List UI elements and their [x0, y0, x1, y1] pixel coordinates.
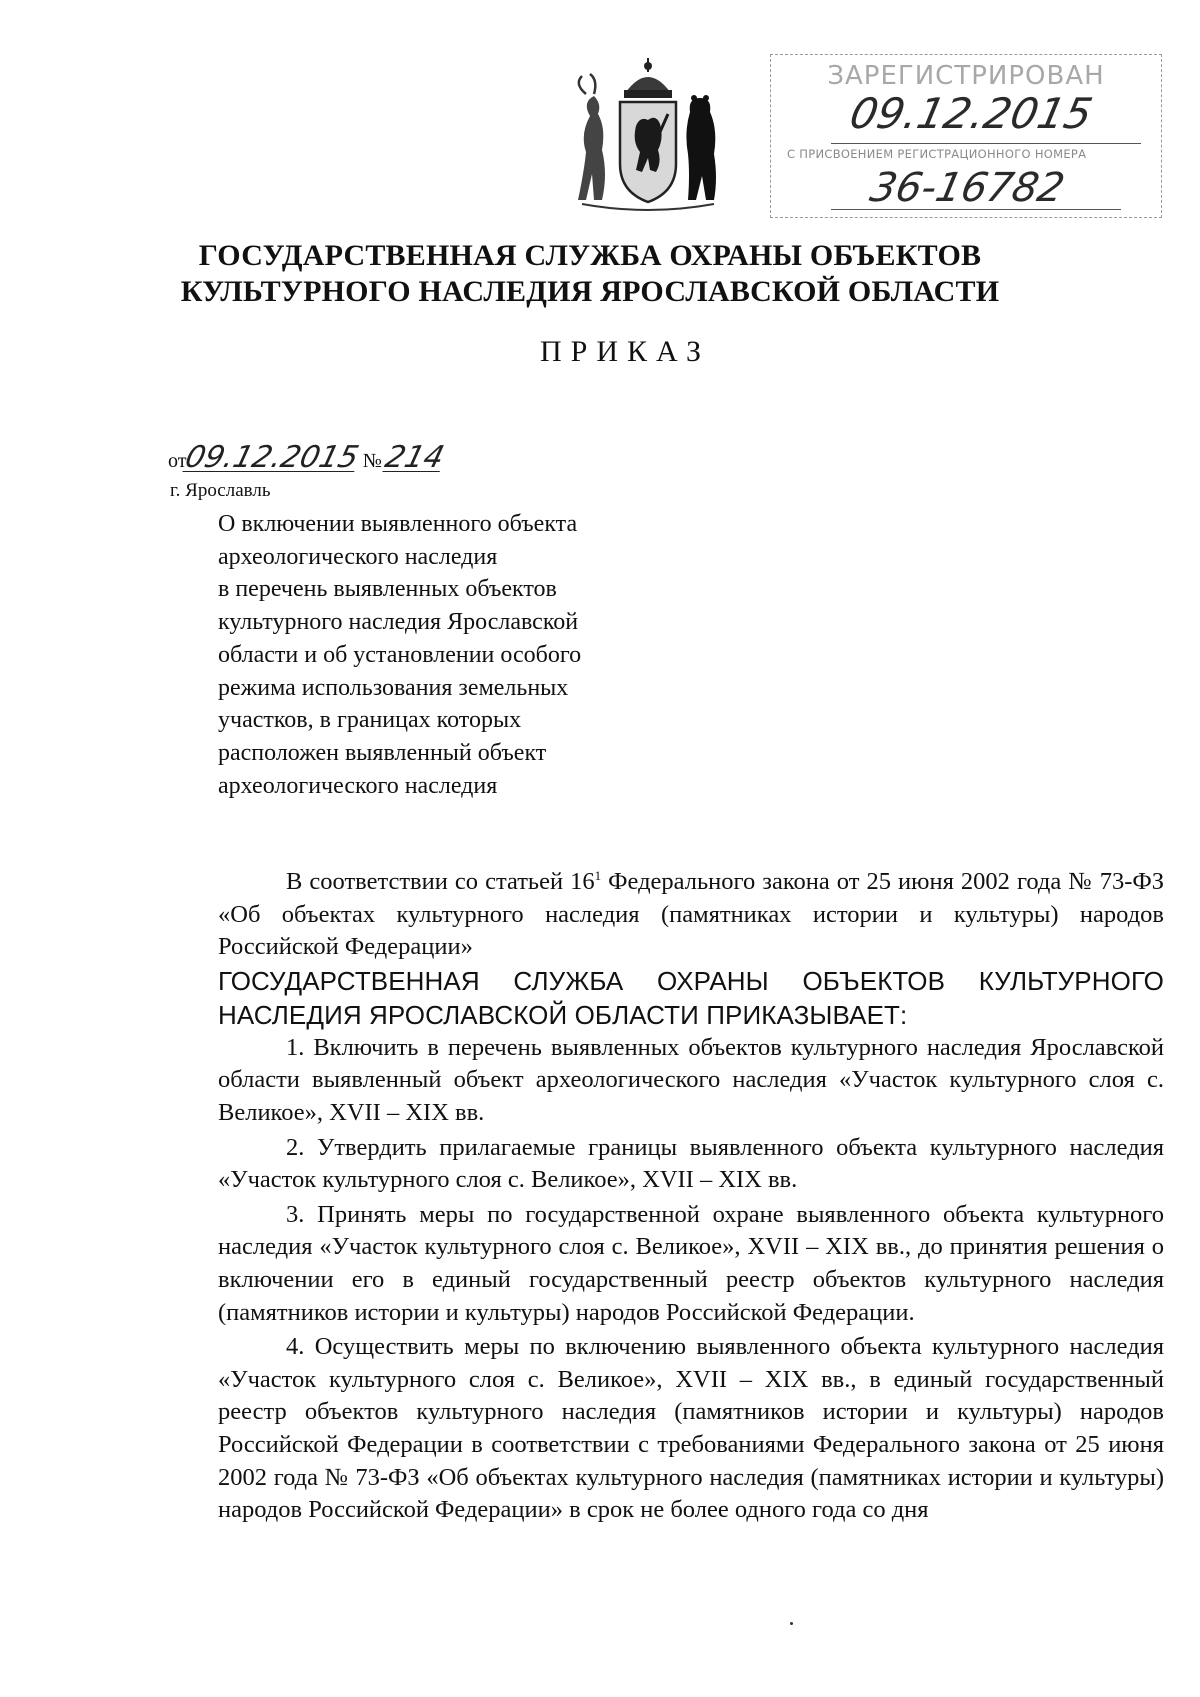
order-body — [218, 866, 1164, 1527]
stamp-number-handwritten: 36-16782 — [866, 165, 1069, 211]
item-paragraph-2: 2. Утвердить прилагаемые границы выявленного объекта культурного наследия «Участок культурного слоя с. Великое», XVII – XIX вв. — [218, 1133, 1164, 1194]
subject-line: в перечень выявленных объектов — [218, 576, 557, 603]
stamp-underline — [831, 143, 1141, 144]
organization-header — [150, 238, 1030, 310]
stamp-header: ЗАРЕГИСТРИРОВАН — [827, 61, 1105, 91]
subject-line: О включении выявленного объекта — [218, 511, 578, 537]
order-city: г. Ярославль — [170, 480, 271, 501]
from-label: от — [168, 450, 187, 472]
item-paragraph-3: 3. Принять меры по государственной охране выявленного объекта культурного наследия «Участок культурного слоя с. Великое», XVII – XIX вв., до принятия решения о включении его в единый государственный реестр объектов культурного наследия (памятников истории и культуры) народов Российской Федерации. — [218, 1200, 1164, 1326]
decree-paragraph: ГОСУДАРСТВЕННАЯ СЛУЖБА ОХРАНЫ ОБЪЕКТОВ КУЛЬТУРНОГО НАСЛЕДИЯ ЯРОСЛАВСКОЙ ОБЛАСТИ ПРИКАЗЫВАЕТ: — [218, 965, 1164, 1030]
number-label: № — [362, 450, 382, 472]
order-number-handwritten: 214 — [381, 440, 448, 475]
item-paragraph-4: 4. Осуществить меры по включению выявленного объекта культурного наследия «Участок культурного слоя с. Великое», XVII – XIX вв., в единый государственный реестр объектов культурного наследия (памятников истории и культуры) народов Российской Федерации в соответствии с требованиями Федерального закона от 25 июня 2002 года № 73-ФЗ «Об объектах культурного наследия (памятниках истории и культуры) народов Российской Федерации» в срок не более одного года со дня — [218, 1333, 1164, 1524]
stamp-date-handwritten: 09.12.2015 — [845, 89, 1097, 138]
subject-line: режима использования земельных — [218, 674, 569, 701]
registration-stamp — [770, 54, 1162, 218]
org-line-1: ГОСУДАРСТВЕННАЯ СЛУЖБА ОХРАНЫ ОБЪЕКТОВ — [198, 239, 982, 272]
preamble-paragraph — [218, 866, 1164, 964]
subject-line: археологического наследия — [218, 772, 498, 799]
stamp-underline-2 — [831, 209, 1121, 210]
order-date-number-line — [168, 440, 448, 475]
subject-line: археологического наследия — [218, 543, 498, 570]
order-date-handwritten: 09.12.2015 — [182, 440, 363, 475]
item-paragraph-1: 1. Включить в перечень выявленных объектов культурного наследия Ярославской области выявленный объект археологического наследия «Участок культурного слоя с. Великое», XVII – XIX вв. — [218, 1033, 1164, 1126]
preamble-text-1: В соответствии со статьей 16 — [286, 868, 595, 895]
document-type-title: ПРИКАЗ — [540, 335, 710, 368]
subject-line: расположен выявленный объект — [218, 739, 547, 766]
stamp-subtitle: С ПРИСВОЕНИЕМ РЕГИСТРАЦИОННОГО НОМЕРА — [787, 147, 1087, 161]
order-subject — [218, 508, 658, 802]
subject-line: участков, в границах которых — [218, 707, 522, 734]
page-speck — [790, 1622, 793, 1625]
org-line-2: КУЛЬТУРНОГО НАСЛЕДИЯ ЯРОСЛАВСКОЙ ОБЛАСТИ — [180, 275, 1000, 308]
subject-line: культурного наследия Ярославской — [218, 609, 579, 636]
article-superscript: 1 — [594, 867, 602, 883]
coat-of-arms-emblem — [568, 54, 728, 214]
preamble-text-2: Федерального закона от 25 июня 2002 года № 73-ФЗ «Об объектах культурного наследия (памятниках истории и культуры) народов Российской Федерации» — [218, 868, 1164, 961]
subject-line: области и об установлении особого — [218, 641, 582, 668]
